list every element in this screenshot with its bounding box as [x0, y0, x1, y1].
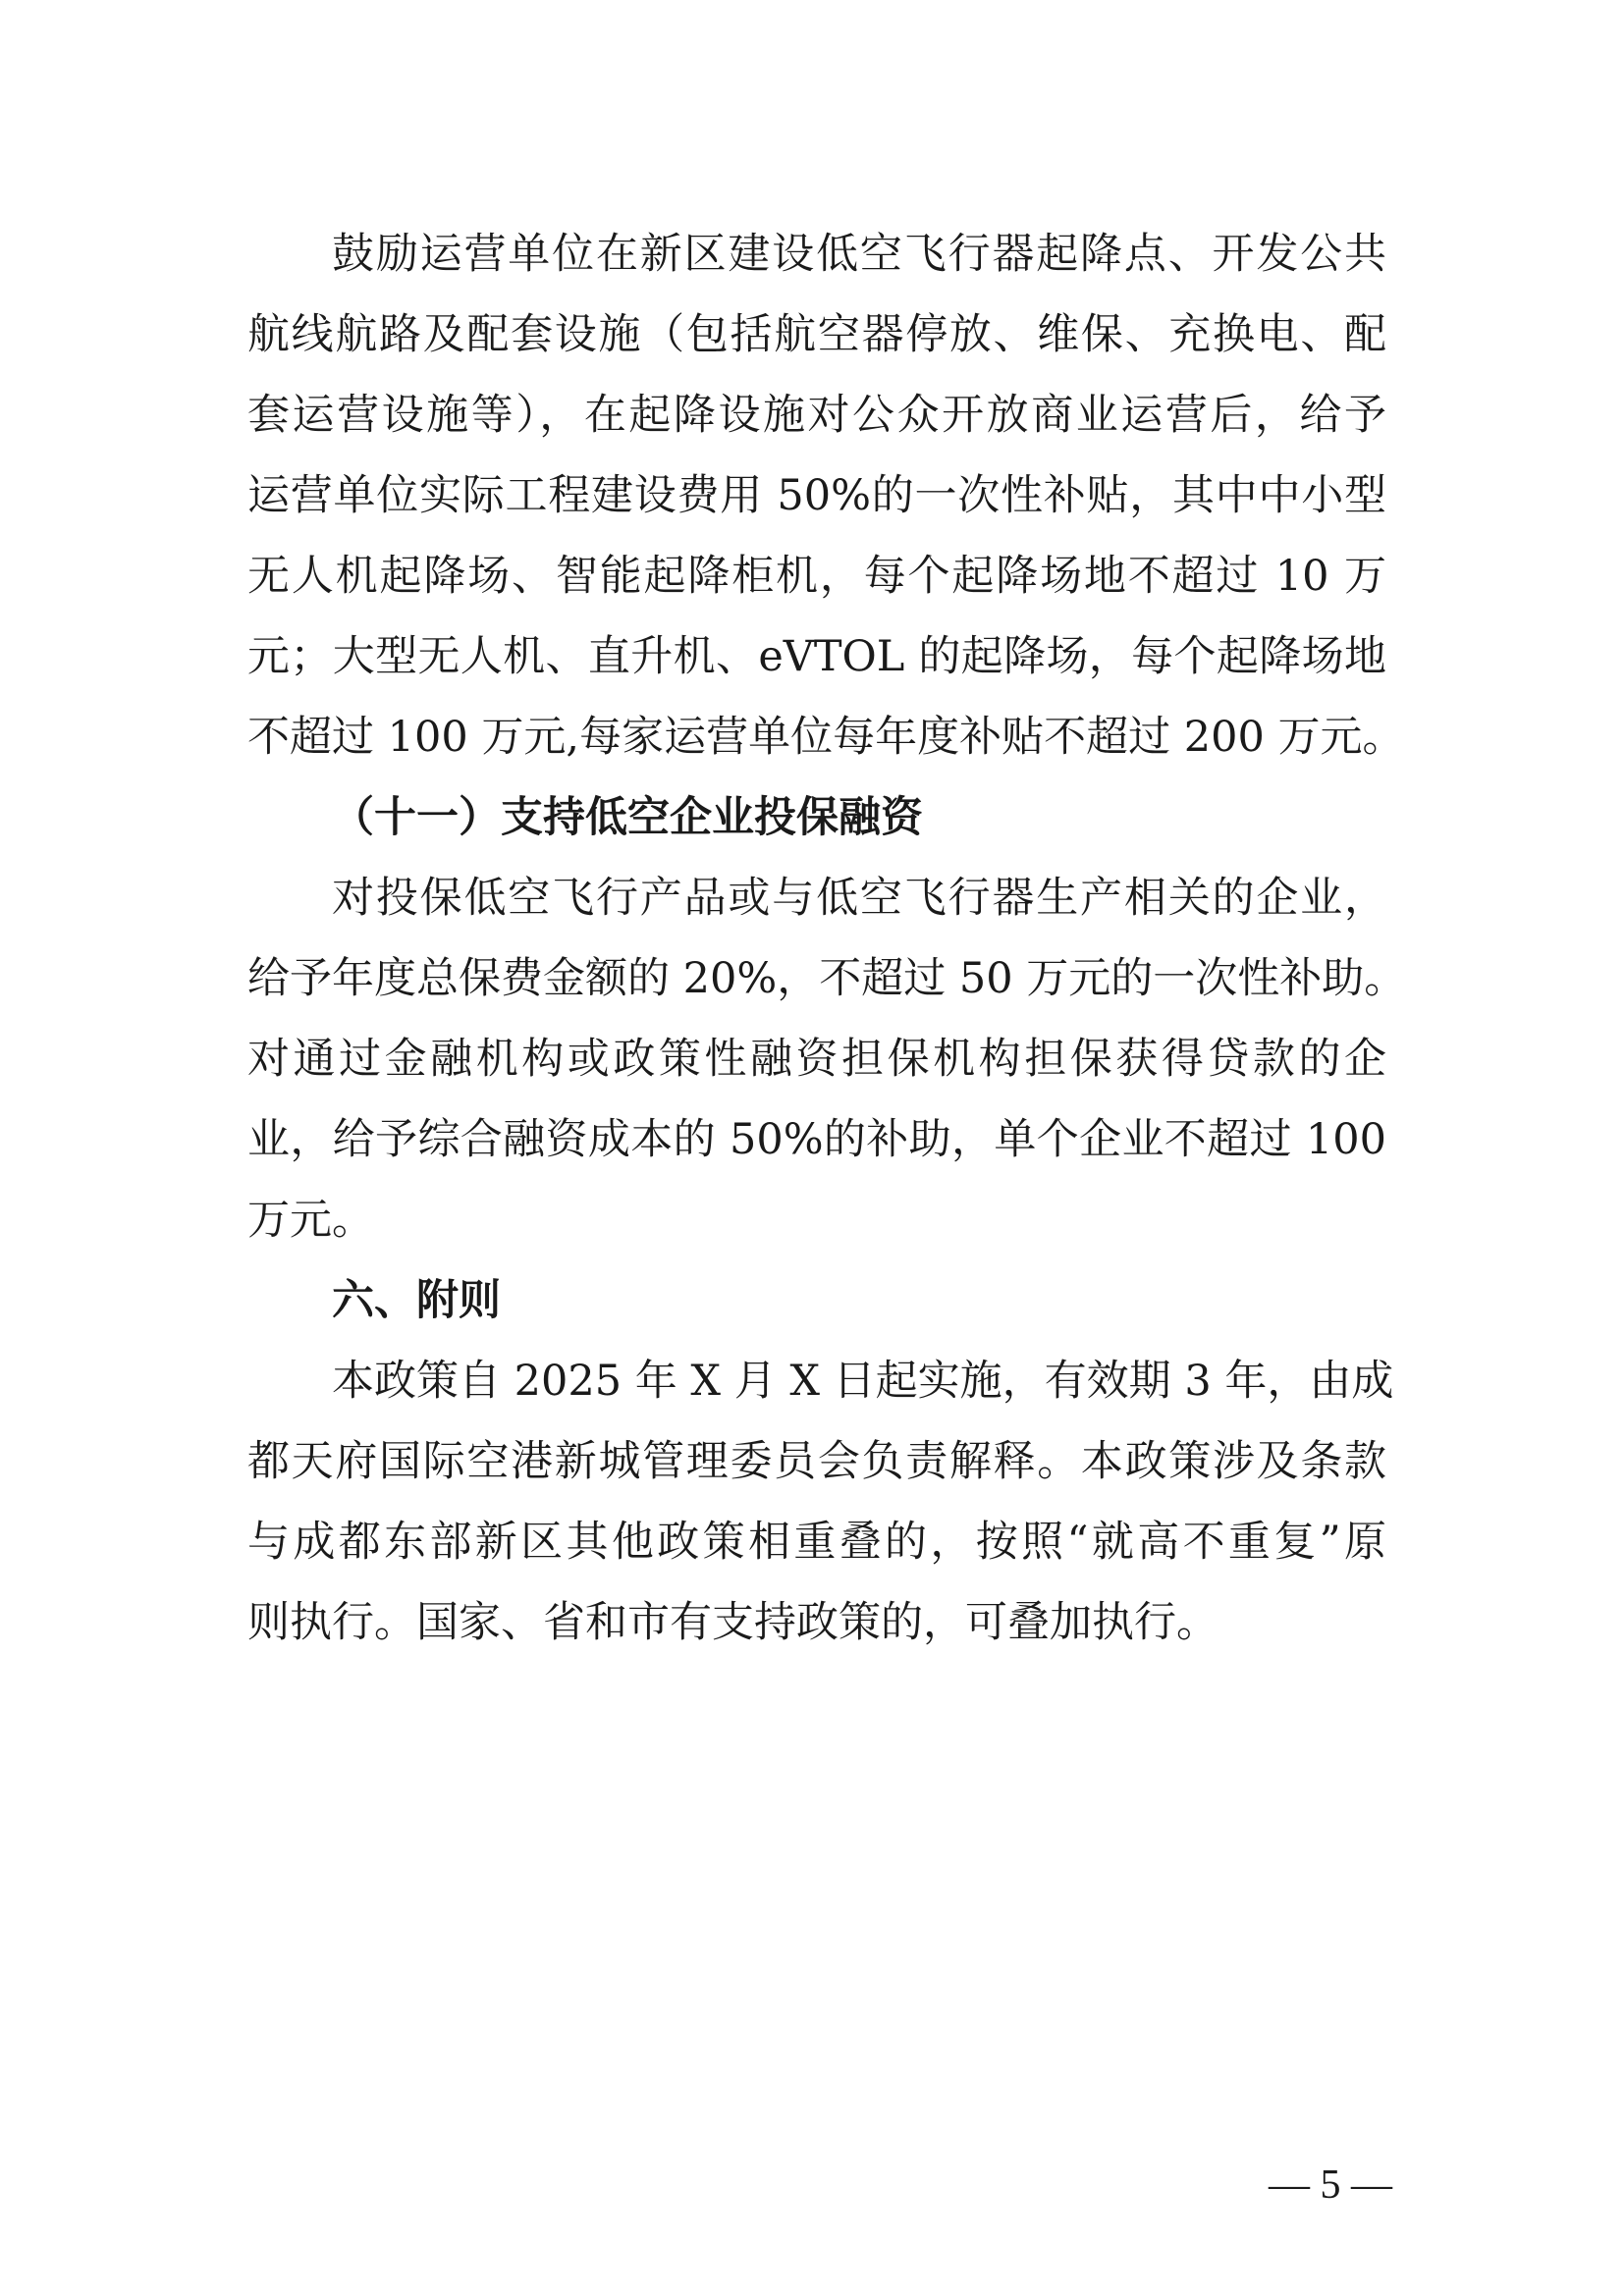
paragraph-line: 鼓励运营单位在新区建设低空飞行器起降点、开发公共 [332, 230, 1386, 279]
chapter-heading: 六、附则 [332, 1276, 501, 1325]
paragraph-line: 对通过金融机构或政策性融资担保机构担保获得贷款的企 [247, 1035, 1386, 1084]
paragraph-line: 对投保低空飞行产品或与低空飞行器生产相关的企业， [332, 874, 1386, 923]
paragraph-line: 本政策自 2025 年 X 月 X 日起实施，有效期 3 年，由成 [332, 1357, 1394, 1406]
page-number: — 5 — [1269, 2163, 1392, 2208]
section-heading: （十一）支持低空企业投保融资 [332, 793, 923, 842]
paragraph-line: 都天府国际空港新城管理委员会负责解释。本政策涉及条款 [247, 1437, 1386, 1486]
paragraph-line: 运营单位实际工程建设费用 50%的一次性补贴，其中中小型 [247, 471, 1386, 520]
paragraph-line: 万元。 [247, 1196, 374, 1245]
document-body [247, 214, 1407, 1663]
paragraph-line: 无人机起降场、智能起降柜机，每个起降场地不超过 10 万 [247, 552, 1386, 601]
paragraph-line: 套运营设施等），在起降设施对公众开放商业运营后，给予 [247, 391, 1386, 440]
paragraph-line: 航线航路及配套设施（包括航空器停放、维保、充换电、配 [247, 310, 1386, 359]
paragraph-line: 则执行。国家、省和市有支持政策的，可叠加执行。 [247, 1598, 1218, 1647]
paragraph-line: 与成都东部新区其他政策相重叠的，按照“就高不重复”原 [247, 1518, 1386, 1567]
paragraph-line: 元；大型无人机、直升机、eVTOL 的起降场，每个起降场地 [247, 632, 1386, 681]
paragraph-line: 不超过 100 万元,每家运营单位每年度补贴不超过 200 万元。 [247, 713, 1405, 762]
paragraph-line: 给予年度总保费金额的 20%，不超过 50 万元的一次性补助。 [247, 954, 1407, 1003]
paragraph-line: 业，给予综合融资成本的 50%的补助，单个企业不超过 100 [247, 1115, 1386, 1164]
